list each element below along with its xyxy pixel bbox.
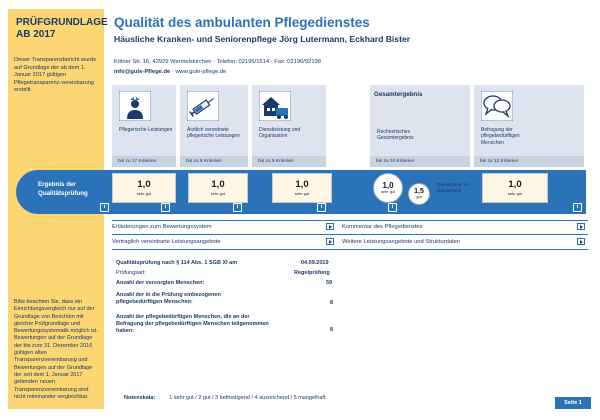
sidebar-note: Dieser Transparenzbericht wurde auf Grundlage der ab dem 1. Januar 2017 gültigen Pflegetransparenz-vereinbarung erstellt. xyxy=(14,57,97,93)
link-label: Vertraglich vereinbarte Leistungsangebote xyxy=(112,239,221,245)
link-leistungsangebote[interactable] xyxy=(112,236,334,248)
provider-name: Häusliche Kranken- und Seniorenpflege Jörg Lutermann, Eckhard Bister xyxy=(114,34,411,44)
sidebar-title-line1: PRÜFGRUNDLAGE xyxy=(16,17,108,28)
category-column-befragung xyxy=(474,85,584,167)
average-grade: 1,5 xyxy=(414,188,424,195)
befragung-value: 8 xyxy=(330,327,334,333)
category-name: Dienstleistung und Organisation xyxy=(259,127,301,140)
grade-label: sehr gut xyxy=(294,191,310,196)
category-criteria: bis zu 17 Kriterien xyxy=(112,156,176,167)
provider-contact xyxy=(114,69,226,75)
grade-dienstleistung xyxy=(272,173,332,203)
arrow-right-icon[interactable] xyxy=(577,223,585,230)
average-caption: Durchschnitt im Bundesland xyxy=(437,182,469,193)
grade-befragung xyxy=(482,173,548,203)
divider xyxy=(112,234,588,235)
overall-name: Rechnerisches Gesamtergebnis xyxy=(377,129,414,142)
grade-scale xyxy=(124,395,325,401)
category-criteria: bis zu 9 Kriterien xyxy=(252,156,326,167)
category-column-aerztlich xyxy=(180,85,248,167)
pruefungsart-label: Prüfungsart: xyxy=(116,270,146,276)
average-grade-circle xyxy=(408,183,430,205)
provider-address: Kölner Str. 16, 42929 Wermelskirchen · Telefon: 02196/1514 · Fax: 02196/92198 xyxy=(114,59,321,65)
syringe-icon xyxy=(187,91,219,121)
info-icon[interactable]: i xyxy=(573,203,582,212)
category-criteria: bis zu 8 Kriterien xyxy=(180,156,248,167)
overall-column xyxy=(370,85,470,167)
grade-pflege xyxy=(112,173,176,203)
link-label: Erläuterungen zum Bewertungssystem xyxy=(112,224,212,230)
category-name: Befragung der pflegebedürftigen Menschen xyxy=(481,127,520,146)
info-icon[interactable]: i xyxy=(233,203,242,212)
grade-label: sehr gut xyxy=(210,191,226,196)
einbezogen-label: Anzahl der in die Prüfung einbezogenen pflegebedürftigen Menschen: xyxy=(116,292,221,305)
sidebar-title-line2: AB 2017 xyxy=(16,29,56,40)
info-icon[interactable]: i xyxy=(161,203,170,212)
category-column-dienstleistung xyxy=(252,85,326,167)
grade-value: 1,0 xyxy=(137,179,151,190)
info-icon[interactable]: i xyxy=(388,203,397,212)
befragung-label: Anzahl der pflegebedürftigen Menschen, die an der Befragung der pflegebedürftigen Menschen teilgenommen haben: xyxy=(116,314,269,334)
overall-heading: Gesamtergebnis xyxy=(374,91,423,98)
link-label: Kommentar des Pflegedienstes xyxy=(342,224,423,230)
pruefung-label: Qualitätsprüfung nach § 114 Abs. 1 SGB XI am xyxy=(116,260,238,266)
arrow-right-icon[interactable] xyxy=(577,238,585,245)
grade-label: sehr gut xyxy=(136,191,152,196)
sidebar-title xyxy=(16,17,108,41)
pruefung-date: 04.09.2019 xyxy=(301,260,329,266)
web-link[interactable]: · www.gute-pflege.de xyxy=(170,69,227,75)
overall-grade: 1,0 xyxy=(382,181,394,190)
house-car-icon xyxy=(259,91,291,121)
page-number: Seite 1 xyxy=(555,397,591,409)
sidebar-comparison-note: Bitte beachten Sie, dass ein Einrichtungsvergleich nur auf der Grundlage von Berichten mit gleicher Prüfgrundlage und Bewertungssystematik möglich ist. Bewertungen auf der Grundlage der bis zum 31. Dezember 2016 gültigen alten Transparenzvereinbarung und Bewertungen auf der Grundlage der seit dem 1. Januar 2017 geltenden neuen Transparenzvereinbarung sind nicht miteinander vergleichbar. xyxy=(14,299,99,400)
arrow-right-icon[interactable] xyxy=(326,238,334,245)
average-grade-label: gut xyxy=(416,195,422,199)
grade-aerztlich xyxy=(188,173,248,203)
link-label: Weitere Leistungsangebote und Strukturdaten xyxy=(342,239,461,245)
grade-value: 1,0 xyxy=(295,179,309,190)
grade-value: 1,0 xyxy=(508,179,522,190)
info-icon[interactable]: i xyxy=(317,203,326,212)
grade-scale-key: Notenskala: xyxy=(124,395,156,401)
link-bewertungssystem[interactable] xyxy=(112,221,334,233)
einbezogen-value: 8 xyxy=(330,300,334,306)
pruefungsart-value: Regelprüfung xyxy=(294,270,330,276)
category-criteria: bis zu 12 Kriterien xyxy=(474,156,584,167)
versorgt-label: Anzahl der versorgten Menschen: xyxy=(116,280,205,286)
category-name: Pflegerische Leistungen xyxy=(119,127,173,133)
link-kommentar[interactable] xyxy=(342,221,572,233)
transparency-report-page xyxy=(8,9,591,409)
info-icon[interactable]: i xyxy=(100,203,109,212)
page-title: Qualität des ambulanten Pflegedienstes xyxy=(114,15,370,30)
result-band-label: Ergebnis der Qualitätsprüfung xyxy=(38,181,88,197)
category-name: Ärztlich verordnete pflegerische Leistungen xyxy=(187,127,240,140)
overall-criteria: bis zu 34 Kriterien xyxy=(370,156,470,167)
overall-grade-circle xyxy=(373,173,403,203)
grade-value: 1,0 xyxy=(211,179,225,190)
versorgt-value: 59 xyxy=(326,280,333,286)
grade-scale-text: 1 sehr gut / 2 gut / 3 befriedigend / 4 ausreichend / 5 mangelhaft xyxy=(169,395,326,401)
overall-grade-label: sehr gut xyxy=(381,190,395,194)
arrow-right-icon[interactable] xyxy=(326,223,334,230)
category-column-pflege xyxy=(112,85,176,167)
email-link[interactable]: info@gute-Pflege.de xyxy=(114,69,171,75)
link-strukturdaten[interactable] xyxy=(342,236,572,248)
grade-label: sehr gut xyxy=(507,191,523,196)
nurse-icon xyxy=(119,91,151,121)
divider xyxy=(112,249,588,250)
speech-bubbles-icon xyxy=(481,91,513,121)
